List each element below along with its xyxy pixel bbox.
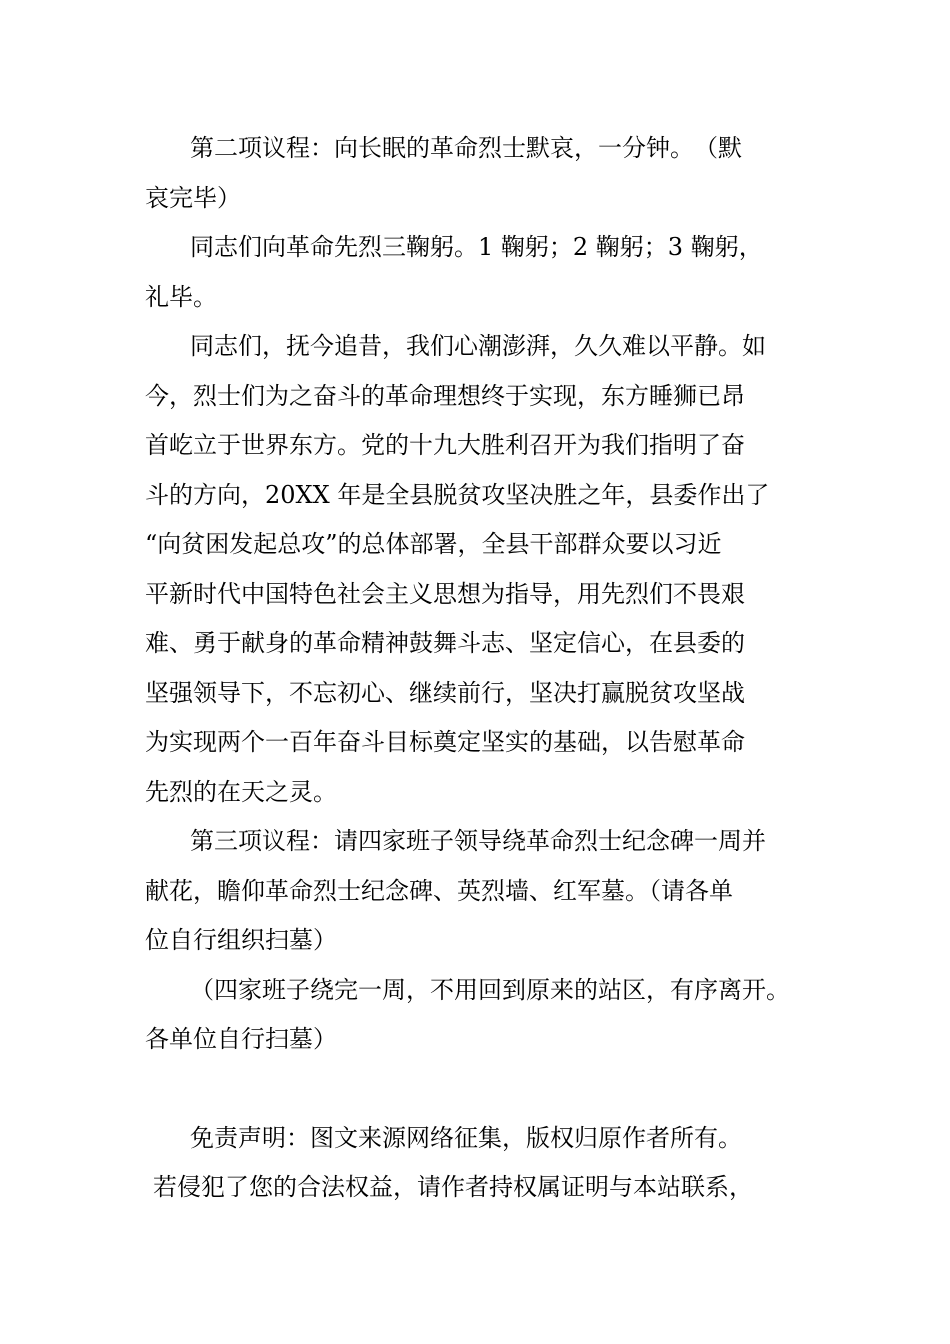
paragraph-speech	[145, 322, 807, 817]
disclaimer-line: 若侵犯了您的合法权益，请作者持权属证明与本站联系，	[153, 1173, 753, 1201]
text-line: 第三项议程：请四家班子领导绕革命烈士纪念碑一周并	[190, 827, 766, 855]
text-line: 为实现两个一百年奋斗目标奠定坚实的基础，以告慰革命	[145, 728, 745, 756]
text-line: 第二项议程：向长眠的革命烈士默哀，一分钟。 （默	[190, 134, 742, 162]
text-line: 难、勇于献身的革命精神鼓舞斗志、坚定信心，在县委的	[145, 629, 745, 657]
document-body	[145, 124, 807, 1213]
text-line: 先烈的在天之灵。	[145, 777, 337, 806]
text-line: 同志们向革命先烈三鞠躬。1 鞠躬；2 鞠躬；3 鞠躬，	[190, 233, 763, 261]
paragraph-bow	[145, 223, 807, 322]
text-line: 同志们，抚今追昔，我们心潮澎湃，久久难以平静。如	[190, 332, 766, 360]
text-line: 首屹立于世界东方。党的十九大胜利召开为我们指明了奋	[145, 431, 745, 459]
text-line: 坚强领导下，不忘初心、继续前行，坚决打赢脱贫攻坚战	[145, 678, 745, 707]
text-line: 今，烈士们为之奋斗的革命理想终于实现，东方睡狮已昂	[145, 381, 745, 410]
disclaimer-line: 免责声明：图文来源网络征集，版权归原作者所有。	[190, 1123, 742, 1152]
text-line: 平新时代中国特色社会主义思想为指导，用先烈们不畏艰	[145, 579, 745, 608]
paragraph-agenda-two	[145, 124, 807, 223]
text-line: 各单位自行扫墓）	[145, 1025, 337, 1053]
paragraph-agenda-three	[145, 817, 807, 966]
text-line: 斗的方向，20XX 年是全县脱贫攻坚决胜之年，县委作出了	[145, 480, 770, 509]
text-line: “向贫困发起总攻”的总体部署，全县干部群众要以习近	[145, 530, 722, 558]
paragraph-spacer	[145, 1065, 807, 1114]
text-line: 位自行组织扫墓）	[145, 926, 337, 954]
disclaimer	[145, 1114, 807, 1213]
text-line: 礼毕。	[145, 282, 217, 311]
paragraph-leaving	[145, 966, 807, 1065]
text-line: 哀完毕）	[145, 183, 241, 212]
text-line: 献花，瞻仰革命烈士纪念碑、英烈墙、红军墓。（请各单	[145, 876, 733, 905]
text-line: （四家班子绕完一周，不用回到原来的站区，有序离开。	[190, 975, 790, 1004]
